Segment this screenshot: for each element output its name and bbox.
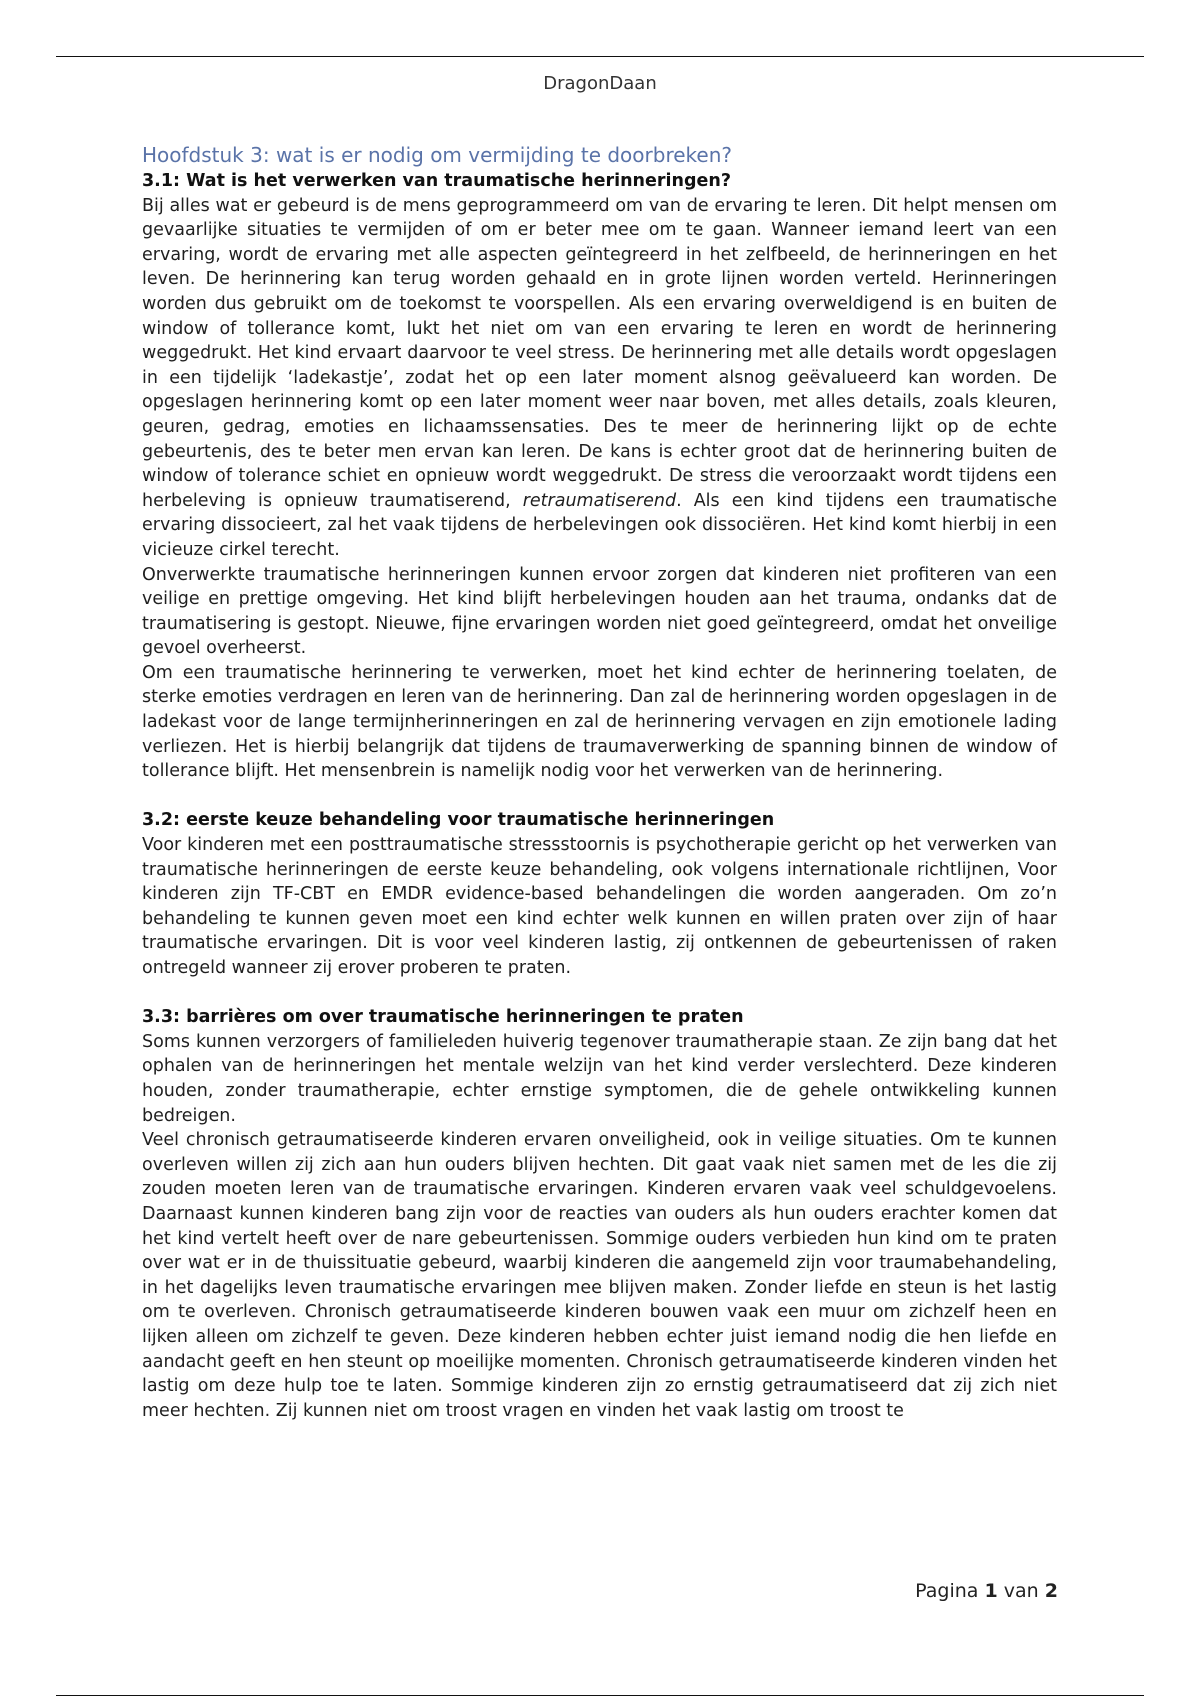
page-number: 1 <box>984 1580 998 1602</box>
header-rule <box>56 56 1144 57</box>
section-title-3-1: 3.1: Wat is het verwerken van traumatische herinneringen? <box>142 171 731 191</box>
header-author: DragonDaan <box>543 73 657 94</box>
paragraph: Veel chronisch getraumatiseerde kinderen ervaren onveiligheid, ook in veilige situaties. Om te kunnen overleven willen zij zich aan hun ouders blijven hechten. Dit gaat vaak niet samen met de les die zij zouden moeten leren van de traumatische ervaringen. Kinderen ervaren vaak veel schuldgevoelens. Daarnaast kunnen kinderen bang zijn voor de reacties van ouders als hun ouders erachter komen dat het kind vertelt heeft over de nare gebeurtenissen. Sommige ouders verbieden hun kind om te praten over wat er in de thuissituatie gebeurd, waarbij kinderen die aangemeld zijn voor traumabehandeling, in het dagelijks leven traumatische ervaringen mee blijven maken. Zonder liefde en steun is het lastig om te overleven. Chronisch getraumatiseerde kinderen bouwen vaak een muur om zichzelf heen en lijken alleen om zichzelf te geven. Deze kinderen hebben echter juist iemand nodig die hen liefde en aandacht geeft en hen steunt op moeilijke momenten. Chronisch getraumatiseerde kinderen vinden het lastig om deze hulp toe te laten. Sommige kinderen zijn zo ernstig getraumatiseerd dat zij zich niet meer hechten. Zij kunnen niet om troost vragen en vinden het vaak lastig om troost te <box>142 1130 1057 1421</box>
page-total: 2 <box>1044 1580 1058 1602</box>
paragraph: Onverwerkte traumatische herinneringen kunnen ervoor zorgen dat kinderen niet profiteren van een veilige en prettige omgeving. Het kind blijft herbelevingen houden aan het trauma, ondanks dat de traumatisering is gestopt. Nieuwe, fijne ervaringen worden niet goed geïntegreerd, omdat het onveilige gevoel overheerst. <box>142 564 1057 659</box>
italic-term: retraumatiserend <box>522 490 677 511</box>
section-title-3-3: 3.3: barrières om over traumatische herinneringen te praten <box>142 1007 744 1028</box>
paragraph: Bij alles wat er gebeurd is de mens geprogrammeerd om van de ervaring te leren. Dit helpt mensen om gevaarlijke situaties te vermijden of om er beter mee om te gaan. Wanneer iemand leert van een ervaring, wordt de ervaring met alle aspecten geïntegreerd in het zelfbeeld, de herinneringen en het leven. De herinnering kan terug worden gehaald en in grote lijnen worden verteld. Herinneringen worden dus gebruikt om de toekomst te voorspellen. Als een ervaring overweldigend is en buiten de window of tollerance komt, lukt het niet om van een ervaring te leren en wordt de herinnering weggedrukt. Het kind ervaart daarvoor te veel stress. De herinnering met alle details wordt opgeslagen in een tijdelijk ‘ladekastje’, zodat het op een later moment alsnog geëvalueerd kan worden. De opgeslagen herinnering komt op een later moment weer naar boven, met alles details, zoals kleuren, geuren, gedrag, emoties en lichaamssensaties. Des te meer de herinnering lijkt op de echte gebeurtenis, des te beter men ervan kan leren. De kans is echter groot dat de herinnering buiten de window of tolerance schiet en opnieuw wordt weggedrukt. De stress die veroorzaakt wordt tijdens een herbeleving is opnieuw traumatiserend, retraumatiserend. Als een kind tijdens een traumatische ervaring dissocieert, zal het vaak tijdens de herbelevingen ook dissociëren. Het kind komt hierbij in een vicieuze cirkel terecht. <box>142 195 1058 560</box>
paragraph: Om een traumatische herinnering te verwerken, moet het kind echter de herinnering toelaten, de sterke emoties verdragen en leren van de herinnering. Dan zal de herinnering worden opgeslagen in de ladekast voor de lange termijnherinneringen en zal de herinnering vervagen en zijn emotionele lading verliezen. Het is hierbij belangrijk dat tijdens de traumaverwerking de spanning binnen de window of tollerance blijft. Het mensenbrein is namelijk nodig voor het verwerken van de herinnering. <box>142 662 1057 782</box>
section-title-3-2: 3.2: eerste keuze behandeling voor traumatische herinneringen <box>142 810 775 831</box>
paragraph: Soms kunnen verzorgers of familieleden huiverig tegenover traumatherapie staan. Ze zijn bang dat het ophalen van de herinneringen het mentale welzijn van het kind verder verslechterd. Deze kinderen houden, zonder traumatherapie, echter ernstige symptomen, die de gehele ontwikkeling kunnen bedreigen. <box>142 1031 1057 1126</box>
page-number-footer <box>915 1580 1058 1602</box>
document-body <box>142 143 1057 1423</box>
chapter-title: Hoofdstuk 3: wat is er nodig om vermijding te doorbreken? <box>142 143 732 167</box>
paragraph: Voor kinderen met een posttraumatische stressstoornis is psychotherapie gericht op het verwerken van traumatische herinneringen de eerste keuze behandeling, ook volgens internationale richtlijnen, Voor kinderen zijn TF-CBT en EMDR evidence-based behandelingen die worden aangeraden. Om zo’n behandeling te kunnen geven moet een kind echter welk kunnen en willen praten over zijn of haar traumatische ervaringen. Dit is voor veel kinderen lastig, zij ontkennen de gebeurtenissen of raken ontregeld wanneer zij erover proberen te praten. <box>142 835 1057 978</box>
page-label: Pagina <box>915 1580 979 1602</box>
of-label: van <box>1003 1580 1039 1602</box>
footer-rule <box>56 1695 1144 1696</box>
